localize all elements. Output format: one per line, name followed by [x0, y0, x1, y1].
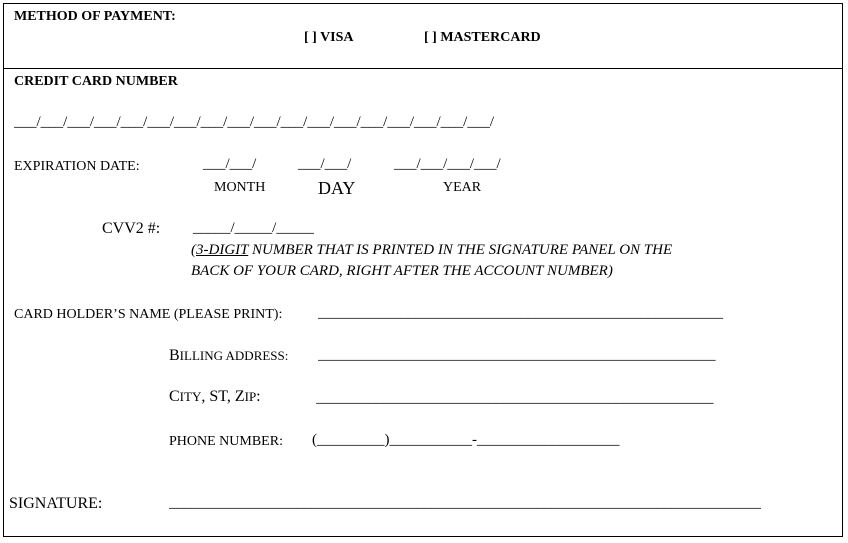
cvv-note-open: (: [191, 242, 196, 258]
day-caption: DAY: [318, 178, 356, 198]
city-label: CITY, ST, ZIP:: [169, 388, 261, 405]
expiration-day-field[interactable]: ___/___/: [298, 156, 352, 172]
mastercard-checkbox[interactable]: [ ] MASTERCARD: [424, 30, 541, 45]
signature-field[interactable]: _______________________________________________________________________________: [169, 496, 761, 511]
billing-label: BILLING ADDRESS:: [169, 347, 289, 364]
card-number-field[interactable]: ___/___/___/___/___/___/___/___/___/___/___/___/___/___/___/___/___/___/: [14, 115, 495, 130]
expiration-label: EXPIRATION DATE:: [14, 159, 140, 174]
phone-label: PHONE NUMBER:: [169, 434, 283, 449]
payment-heading: METHOD OF PAYMENT:: [14, 9, 176, 24]
card-number-heading: CREDIT CARD NUMBER: [14, 74, 178, 89]
section-divider: [3, 68, 843, 69]
signature-label: SIGNATURE:: [9, 495, 103, 512]
cvv-field[interactable]: _____/_____/_____: [193, 220, 314, 236]
cvv-note-line-1: [191, 243, 672, 258]
cvv-note-rest: NUMBER THAT IS PRINTED IN THE SIGNATURE PANEL ON THE: [248, 242, 673, 258]
cvv-label: CVV2 #:: [102, 220, 161, 237]
cvv-note-line-2: BACK OF YOUR CARD, RIGHT AFTER THE ACCOUNT NUMBER): [191, 263, 613, 279]
year-caption: YEAR: [443, 180, 482, 195]
month-caption: MONTH: [214, 180, 266, 195]
holder-label: CARD HOLDER’S NAME (PLEASE PRINT):: [14, 307, 283, 322]
phone-number-field[interactable]: (_________)___________-___________________: [312, 433, 620, 448]
city-state-zip-field[interactable]: _____________________________________________________: [316, 391, 714, 406]
billing-address-field[interactable]: _____________________________________________________: [318, 348, 716, 363]
cvv-note-num: 3-DIGIT: [196, 242, 249, 258]
visa-checkbox[interactable]: [ ] VISA: [304, 30, 354, 45]
holder-name-field[interactable]: ______________________________________________________: [318, 306, 723, 321]
expiration-year-field[interactable]: ___/___/___/___/: [394, 156, 501, 172]
expiration-month-field[interactable]: ___/___/: [203, 156, 257, 172]
